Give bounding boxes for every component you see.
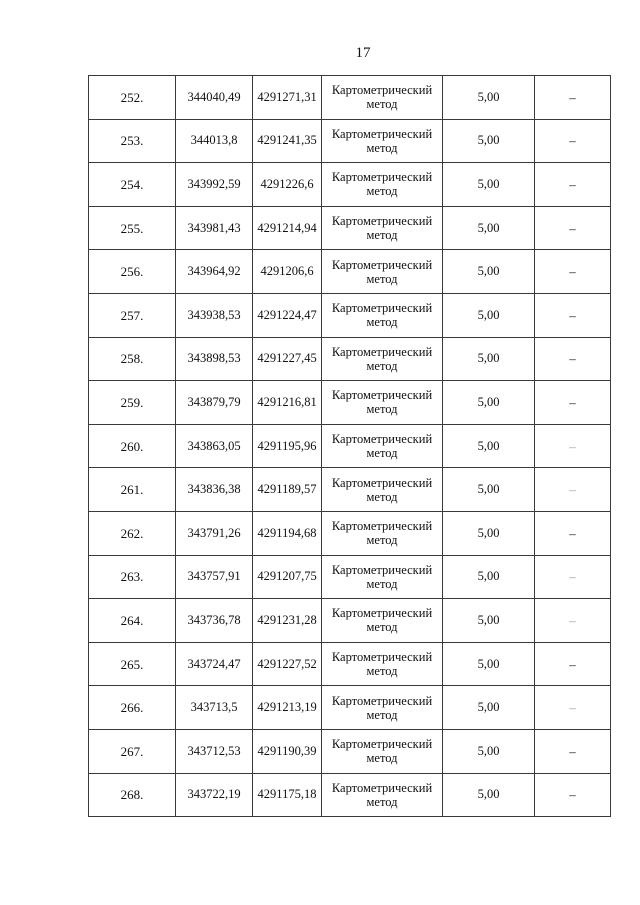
precision-cell: 5,00: [443, 686, 535, 730]
coordinate-x-cell: 343722,19: [176, 773, 253, 817]
note-cell: –: [535, 424, 611, 468]
method-cell: Картометрический метод: [322, 555, 443, 599]
method-cell: Картометрический метод: [322, 119, 443, 163]
precision-cell: 5,00: [443, 381, 535, 425]
note-cell: –: [535, 729, 611, 773]
point-number-cell: 259.: [89, 381, 176, 425]
point-number-cell: 265.: [89, 642, 176, 686]
coordinate-x-cell: 343836,38: [176, 468, 253, 512]
precision-cell: 5,00: [443, 729, 535, 773]
coordinate-y-cell: 4291194,68: [253, 511, 322, 555]
point-number-cell: 266.: [89, 686, 176, 730]
precision-cell: 5,00: [443, 424, 535, 468]
note-cell: –: [535, 773, 611, 817]
method-cell: Картометрический метод: [322, 511, 443, 555]
point-number-cell: 264.: [89, 599, 176, 643]
coordinate-x-cell: 344040,49: [176, 76, 253, 120]
coordinate-y-cell: 4291224,47: [253, 293, 322, 337]
precision-cell: 5,00: [443, 468, 535, 512]
method-cell: Картометрический метод: [322, 773, 443, 817]
precision-cell: 5,00: [443, 293, 535, 337]
table-row: [89, 250, 611, 294]
coordinate-x-cell: 343736,78: [176, 599, 253, 643]
coordinate-y-cell: 4291227,52: [253, 642, 322, 686]
coordinates-table-body: [89, 76, 611, 817]
table-row: [89, 468, 611, 512]
table-row: [89, 381, 611, 425]
method-cell: Картометрический метод: [322, 206, 443, 250]
coordinate-x-cell: 343898,53: [176, 337, 253, 381]
point-number-cell: 255.: [89, 206, 176, 250]
coordinate-y-cell: 4291214,94: [253, 206, 322, 250]
point-number-cell: 267.: [89, 729, 176, 773]
precision-cell: 5,00: [443, 206, 535, 250]
note-cell: –: [535, 686, 611, 730]
precision-cell: 5,00: [443, 337, 535, 381]
method-cell: Картометрический метод: [322, 424, 443, 468]
table-row: [89, 293, 611, 337]
coordinate-y-cell: 4291231,28: [253, 599, 322, 643]
coordinate-y-cell: 4291216,81: [253, 381, 322, 425]
coordinate-y-cell: 4291195,96: [253, 424, 322, 468]
coordinate-x-cell: 343863,05: [176, 424, 253, 468]
precision-cell: 5,00: [443, 76, 535, 120]
coordinate-y-cell: 4291226,6: [253, 163, 322, 207]
coordinate-x-cell: 343981,43: [176, 206, 253, 250]
coordinate-y-cell: 4291190,39: [253, 729, 322, 773]
table-row: [89, 555, 611, 599]
method-cell: Картометрический метод: [322, 76, 443, 120]
coordinate-x-cell: 343713,5: [176, 686, 253, 730]
note-cell: –: [535, 293, 611, 337]
coordinate-x-cell: 343938,53: [176, 293, 253, 337]
table-row: [89, 424, 611, 468]
point-number-cell: 263.: [89, 555, 176, 599]
table-row: [89, 729, 611, 773]
table-row: [89, 119, 611, 163]
method-cell: Картометрический метод: [322, 642, 443, 686]
method-cell: Картометрический метод: [322, 337, 443, 381]
method-cell: Картометрический метод: [322, 686, 443, 730]
coordinate-x-cell: 343712,53: [176, 729, 253, 773]
note-cell: –: [535, 76, 611, 120]
point-number-cell: 261.: [89, 468, 176, 512]
method-cell: Картометрический метод: [322, 250, 443, 294]
table-row: [89, 599, 611, 643]
method-cell: Картометрический метод: [322, 468, 443, 512]
precision-cell: 5,00: [443, 163, 535, 207]
precision-cell: 5,00: [443, 250, 535, 294]
table-row: [89, 773, 611, 817]
coordinate-x-cell: 343879,79: [176, 381, 253, 425]
method-cell: Картометрический метод: [322, 163, 443, 207]
coordinate-y-cell: 4291175,18: [253, 773, 322, 817]
point-number-cell: 256.: [89, 250, 176, 294]
method-cell: Картометрический метод: [322, 293, 443, 337]
point-number-cell: 254.: [89, 163, 176, 207]
coordinate-x-cell: 343757,91: [176, 555, 253, 599]
note-cell: –: [535, 163, 611, 207]
point-number-cell: 253.: [89, 119, 176, 163]
table-row: [89, 686, 611, 730]
point-number-cell: 262.: [89, 511, 176, 555]
note-cell: –: [535, 599, 611, 643]
note-cell: –: [535, 468, 611, 512]
point-number-cell: 258.: [89, 337, 176, 381]
page-number: 17: [355, 45, 371, 61]
coordinate-y-cell: 4291207,75: [253, 555, 322, 599]
note-cell: –: [535, 642, 611, 686]
coordinate-y-cell: 4291189,57: [253, 468, 322, 512]
table-row: [89, 163, 611, 207]
coordinate-x-cell: 343724,47: [176, 642, 253, 686]
table-row: [89, 642, 611, 686]
note-cell: –: [535, 337, 611, 381]
note-cell: –: [535, 250, 611, 294]
table-row: [89, 337, 611, 381]
method-cell: Картометрический метод: [322, 599, 443, 643]
method-cell: Картометрический метод: [322, 381, 443, 425]
note-cell: –: [535, 555, 611, 599]
precision-cell: 5,00: [443, 511, 535, 555]
coordinate-x-cell: 344013,8: [176, 119, 253, 163]
coordinate-y-cell: 4291213,19: [253, 686, 322, 730]
precision-cell: 5,00: [443, 555, 535, 599]
coordinate-y-cell: 4291227,45: [253, 337, 322, 381]
method-cell: Картометрический метод: [322, 729, 443, 773]
coordinate-x-cell: 343964,92: [176, 250, 253, 294]
table-row: [89, 206, 611, 250]
table-row: [89, 511, 611, 555]
point-number-cell: 260.: [89, 424, 176, 468]
point-number-cell: 268.: [89, 773, 176, 817]
precision-cell: 5,00: [443, 642, 535, 686]
note-cell: –: [535, 381, 611, 425]
coordinate-y-cell: 4291271,31: [253, 76, 322, 120]
point-number-cell: 252.: [89, 76, 176, 120]
note-cell: –: [535, 119, 611, 163]
precision-cell: 5,00: [443, 119, 535, 163]
note-cell: –: [535, 511, 611, 555]
coordinate-x-cell: 343992,59: [176, 163, 253, 207]
note-cell: –: [535, 206, 611, 250]
point-number-cell: 257.: [89, 293, 176, 337]
coordinate-x-cell: 343791,26: [176, 511, 253, 555]
coordinates-table: [88, 75, 611, 817]
coordinate-y-cell: 4291241,35: [253, 119, 322, 163]
precision-cell: 5,00: [443, 599, 535, 643]
precision-cell: 5,00: [443, 773, 535, 817]
table-row: [89, 76, 611, 120]
coordinate-y-cell: 4291206,6: [253, 250, 322, 294]
